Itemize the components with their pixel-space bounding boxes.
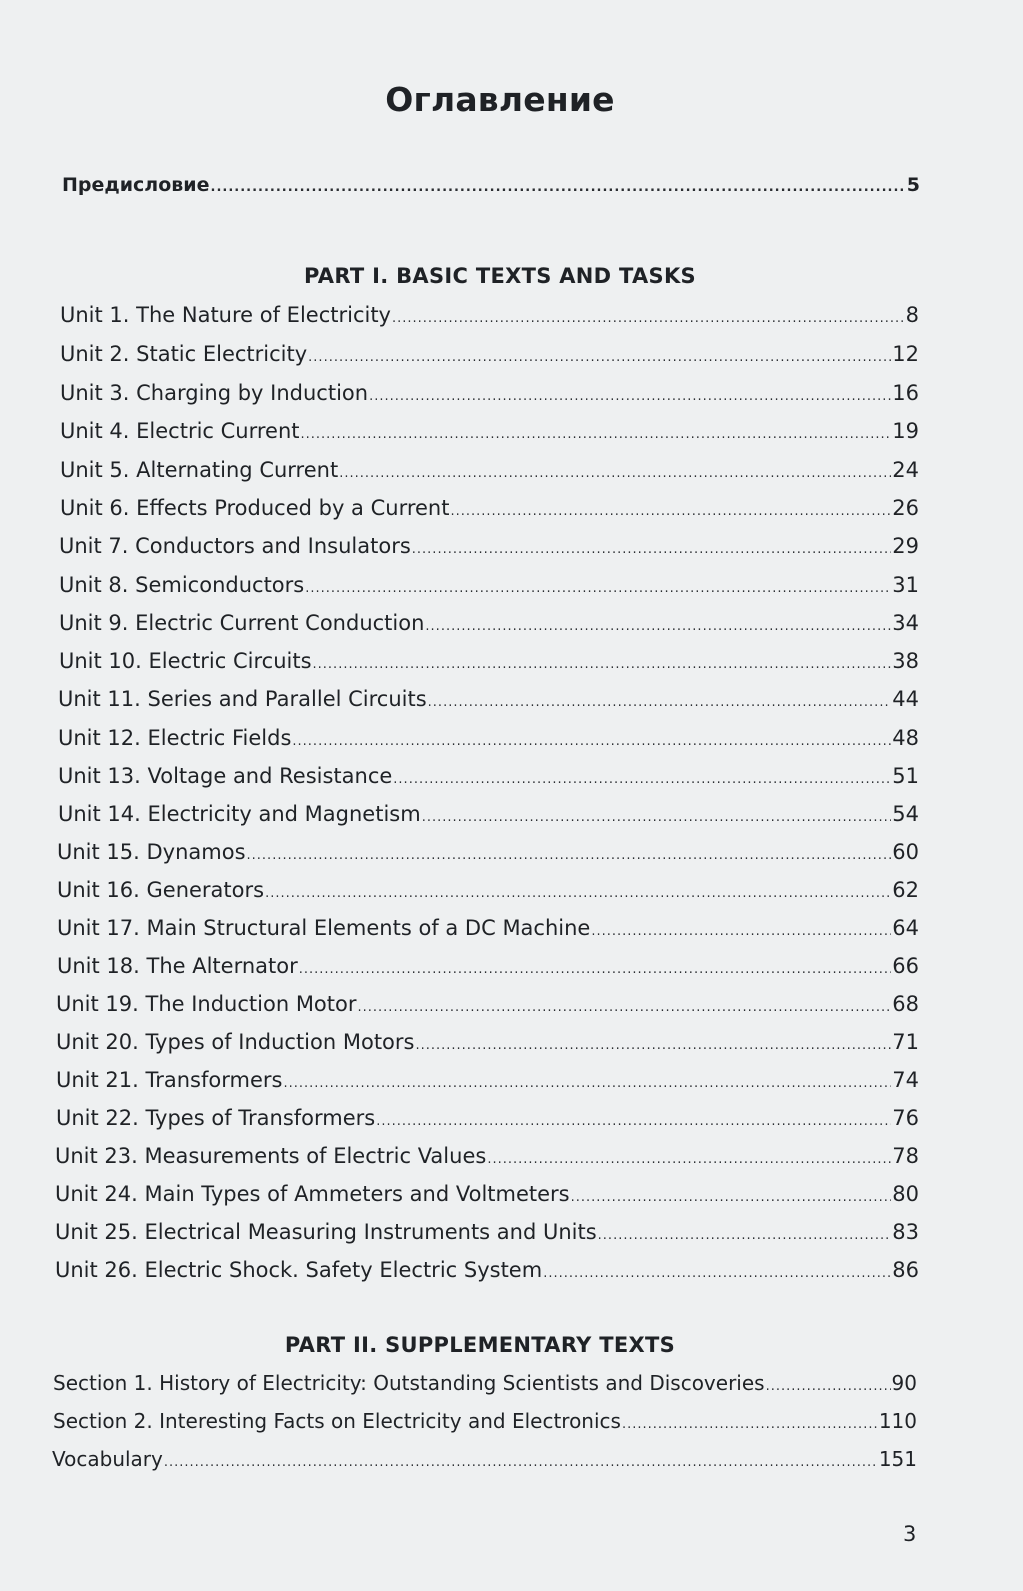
toc-entry-page: 44 — [892, 687, 919, 711]
toc-entry-label: Unit 16. Generators — [57, 878, 265, 902]
toc-entry — [58, 686, 919, 716]
dot-leader — [543, 1261, 891, 1287]
toc-entry-label: Unit 4. Electric Current — [60, 419, 300, 443]
toc-entry — [57, 915, 919, 945]
dot-leader — [211, 175, 906, 201]
toc-entry — [52, 1446, 917, 1476]
toc-entry — [60, 457, 919, 487]
toc-entry-label: Unit 1. The Nature of Electricity — [60, 303, 391, 327]
toc-entry-label: Unit 19. The Induction Motor — [56, 992, 357, 1016]
toc-entry-label: Unit 13. Voltage and Resistance — [58, 764, 393, 788]
dot-leader — [164, 1450, 878, 1476]
toc-entry-page: 71 — [892, 1030, 919, 1054]
dot-leader — [299, 957, 892, 983]
toc-entry-label: Unit 8. Semiconductors — [59, 573, 305, 597]
toc-entry-page: 74 — [892, 1068, 919, 1092]
toc-entry — [59, 533, 919, 563]
toc-entry-label: Unit 12. Electric Fields — [58, 726, 292, 750]
toc-entry — [55, 1143, 919, 1173]
toc-entry-page: 54 — [892, 802, 919, 826]
toc-entry — [59, 572, 919, 602]
toc-entry-label: Unit 3. Charging by Induction — [60, 381, 369, 405]
toc-entry-label: Предисловие — [62, 174, 210, 196]
dot-leader — [392, 306, 905, 332]
toc-entry-page: 38 — [892, 649, 919, 673]
toc-entry-page: 151 — [878, 1447, 917, 1471]
toc-entry-page: 51 — [892, 764, 919, 788]
dot-leader — [393, 767, 891, 793]
dot-leader — [428, 690, 892, 716]
toc-entry-page: 48 — [892, 726, 919, 750]
toc-entry-label: Unit 7. Conductors and Insulators — [59, 534, 411, 558]
toc-entry — [60, 495, 919, 525]
toc-entry-page: 34 — [892, 611, 919, 635]
toc-entry — [59, 610, 919, 640]
toc-entry — [55, 1257, 919, 1287]
toc-entry — [60, 380, 919, 410]
toc-entry-label: Unit 20. Types of Induction Motors — [56, 1030, 415, 1054]
toc-entry-page: 8 — [905, 303, 919, 327]
toc-entry-page: 86 — [892, 1258, 919, 1282]
dot-leader — [622, 1412, 878, 1438]
dot-leader — [339, 461, 891, 487]
toc-entry — [53, 1408, 917, 1438]
dot-leader — [292, 729, 891, 755]
toc-entry-page: 83 — [892, 1220, 919, 1244]
toc-entry-page: 64 — [892, 916, 919, 940]
toc-entry-page: 12 — [892, 342, 919, 366]
toc-entry — [53, 1370, 917, 1400]
toc-entry-page: 78 — [892, 1144, 919, 1168]
toc-entry-label: Section 2. Interesting Facts on Electricity and Electronics — [53, 1409, 621, 1433]
toc-entry-page: 16 — [892, 381, 919, 405]
dot-leader — [598, 1223, 892, 1249]
dot-leader — [415, 1033, 891, 1059]
toc-entry-label: Unit 26. Electric Shock. Safety Electric System — [55, 1258, 543, 1282]
toc-entry-page: 62 — [892, 878, 919, 902]
page-number: 3 — [903, 1522, 917, 1546]
toc-entry-page: 68 — [892, 992, 919, 1016]
toc-entry — [57, 877, 919, 907]
toc-entry — [60, 302, 919, 332]
toc-entry — [58, 801, 919, 831]
toc-entry-label: Unit 17. Main Structural Elements of a DC Machine — [57, 916, 591, 940]
dot-leader — [313, 652, 892, 678]
toc-entry — [58, 763, 919, 793]
toc-entry-page: 24 — [892, 458, 919, 482]
dot-leader — [283, 1071, 891, 1097]
page-title: Оглавление — [385, 80, 615, 119]
toc-entry-label: Unit 23. Measurements of Electric Values — [55, 1144, 487, 1168]
toc-entry-label: Unit 15. Dynamos — [57, 840, 246, 864]
dot-leader — [305, 576, 891, 602]
dot-leader — [425, 614, 891, 640]
toc-entry — [57, 953, 919, 983]
toc-entry-label: Unit 24. Main Types of Ammeters and Voltmeters — [55, 1182, 570, 1206]
toc-entry — [56, 1067, 919, 1097]
dot-leader — [247, 843, 892, 869]
dot-leader — [358, 995, 892, 1021]
toc-entry-label: Section 1. History of Electricity: Outstanding Scientists and Discoveries — [53, 1371, 765, 1395]
toc-entry — [55, 1219, 919, 1249]
toc-entry-label: Unit 22. Types of Transformers — [56, 1106, 376, 1130]
part1-heading: PART I. BASIC TEXTS AND TASKS — [304, 264, 696, 288]
toc-entry-page: 80 — [892, 1182, 919, 1206]
toc-entry-preface — [62, 172, 920, 201]
toc-entry-page: 26 — [892, 496, 919, 520]
toc-entry-label: Unit 11. Series and Parallel Circuits — [58, 687, 427, 711]
toc-entry-label: Unit 10. Electric Circuits — [59, 649, 312, 673]
toc-entry-page: 19 — [892, 419, 919, 443]
toc-entry — [56, 1105, 919, 1135]
toc-entry-page: 76 — [892, 1106, 919, 1130]
toc-entry — [59, 648, 919, 678]
toc-entry — [60, 341, 919, 371]
dot-leader — [369, 384, 891, 410]
dot-leader — [450, 499, 891, 525]
toc-entry-label: Unit 14. Electricity and Magnetism — [58, 802, 421, 826]
toc-entry-page: 110 — [878, 1409, 917, 1433]
dot-leader — [571, 1185, 892, 1211]
toc-entry — [55, 1181, 919, 1211]
toc-entry-label: Unit 6. Effects Produced by a Current — [60, 496, 450, 520]
toc-entry-label: Unit 9. Electric Current Conduction — [59, 611, 425, 635]
toc-entry-page: 5 — [906, 174, 920, 196]
dot-leader — [265, 881, 891, 907]
dot-leader — [766, 1374, 891, 1400]
toc-entry-label: Unit 25. Electrical Measuring Instruments and Units — [55, 1220, 597, 1244]
toc-entry-page: 29 — [892, 534, 919, 558]
toc-entry — [56, 991, 919, 1021]
toc-entry-label: Unit 21. Transformers — [56, 1068, 283, 1092]
toc-entry-label: Unit 5. Alternating Current — [60, 458, 339, 482]
toc-entry-label: Unit 2. Static Electricity — [60, 342, 308, 366]
dot-leader — [301, 422, 892, 448]
dot-leader — [422, 805, 892, 831]
toc-entry-page: 90 — [891, 1371, 917, 1395]
toc-entry-label: Unit 18. The Alternator — [57, 954, 298, 978]
dot-leader — [591, 919, 891, 945]
dot-leader — [308, 345, 891, 371]
toc-entry — [58, 725, 919, 755]
toc-entry-page: 66 — [892, 954, 919, 978]
toc-entry — [57, 839, 919, 869]
dot-leader — [487, 1147, 891, 1173]
part2-heading: PART II. SUPPLEMENTARY TEXTS — [284, 1333, 676, 1357]
toc-entry-page: 60 — [892, 840, 919, 864]
dot-leader — [376, 1109, 891, 1135]
toc-entry — [60, 418, 919, 448]
toc-entry-page: 31 — [892, 573, 919, 597]
toc-entry — [56, 1029, 919, 1059]
toc-entry-label: Vocabulary — [52, 1447, 163, 1471]
dot-leader — [412, 537, 891, 563]
